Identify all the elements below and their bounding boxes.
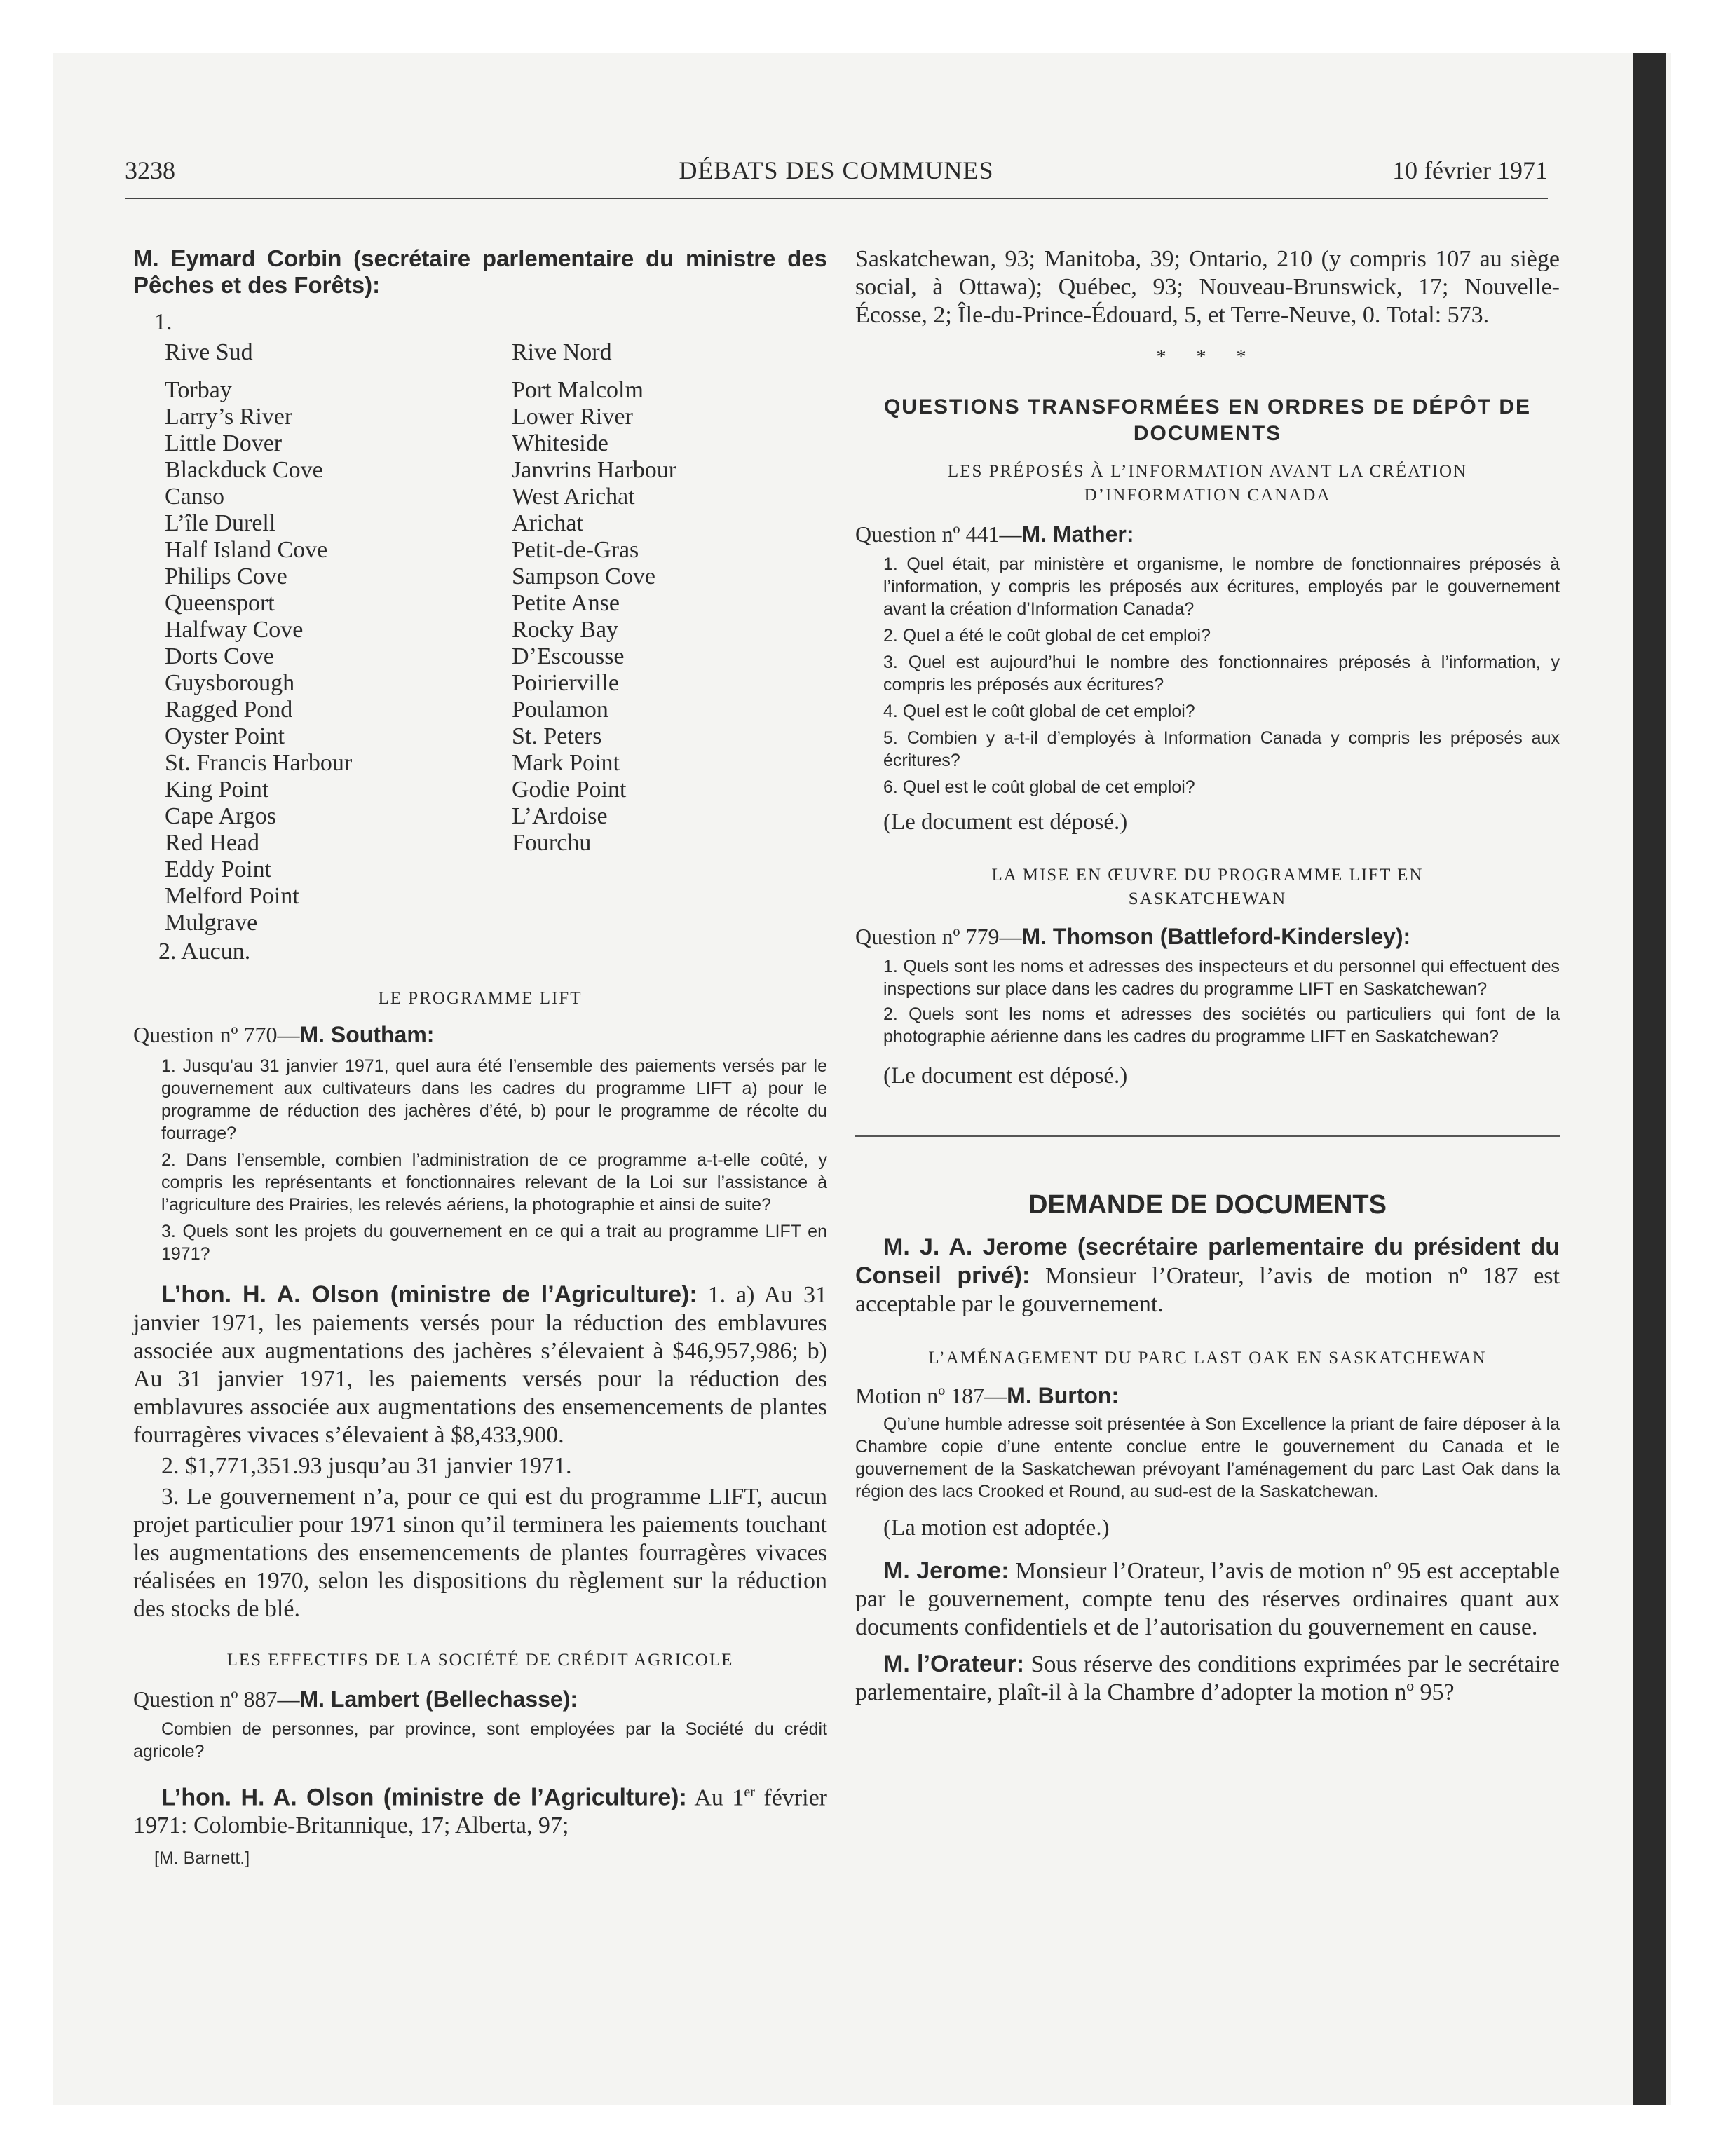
question-prefix: Question nº 441— xyxy=(855,521,1022,547)
place-item: Rocky Bay xyxy=(512,617,619,643)
answer-olson-2 xyxy=(133,1778,827,1840)
publication-title: DÉBATS DES COMMUNES xyxy=(679,156,994,184)
question-779-heading xyxy=(855,924,1560,950)
question-item: 3. Quels sont les projets du gouvernement en ce qui a trait au programme LIFT en 1971? xyxy=(161,1222,827,1264)
section-separator-stars: * * * xyxy=(1156,346,1259,368)
place-item: Cape Argos xyxy=(165,803,276,829)
answer-olson-1-p2: 2. $1,771,351.93 jusqu’au 31 janvier 1971. xyxy=(161,1453,572,1479)
question-item: 2. Quels sont les noms et adresses des sociétés ou particuliers qui font de la photographie aérienne dans les cadres du programme LIFT en Saskatchewan? xyxy=(883,1004,1560,1046)
place-item: Oyster Point xyxy=(165,723,285,749)
question-item: 3. Quel est aujourd’hui le nombre des fonctionnaires préposés à l’information, y compris les préposés aux écritures? xyxy=(883,653,1560,695)
answer-olson-1-p3: 3. Le gouvernement n’a, pour ce qui est du programme LIFT, aucun projet particulier pour 1971 sinon qu’il terminera les paiements touchant les augmentations des ensemencements de plantes fourragères vivaces réalisées en 1970, selon les dispositions du règlement sur la réduction des stocks de blé. xyxy=(133,1484,827,1622)
answer-item-1: 1. xyxy=(154,309,172,335)
place-item: Lower River xyxy=(512,404,633,430)
motion-adopted-note: (La motion est adoptée.) xyxy=(883,1515,1110,1541)
rive-sud-list xyxy=(165,339,352,936)
section-heading-last-oak: L’AMÉNAGEMENT DU PARC LAST OAK EN SASKATCHEWAN xyxy=(928,1349,1487,1367)
section-heading-demande: DEMANDE DE DOCUMENTS xyxy=(1028,1190,1387,1220)
place-item: Sampson Cove xyxy=(512,564,655,589)
place-item: West Arichat xyxy=(512,484,635,510)
jerome-statement xyxy=(855,1233,1560,1318)
section-heading-questions: QUESTIONS TRANSFORMÉES EN ORDRES DE DÉPÔT DE DOCUMENTS xyxy=(883,395,1532,445)
question-441-items xyxy=(855,553,1560,798)
answer-item-2: 2. Aucun. xyxy=(158,939,251,964)
page-date: 10 février 1971 xyxy=(1392,156,1548,184)
speaker-olson: L’hon. H. A. Olson (ministre de l’Agriculture): xyxy=(161,1784,687,1811)
place-item: Half Island Cove xyxy=(165,537,328,563)
place-item: Queensport xyxy=(165,590,275,616)
place-item: King Point xyxy=(165,777,269,803)
question-prefix: Question nº 779— xyxy=(855,924,1022,949)
motion-member: M. Burton: xyxy=(1007,1383,1120,1408)
speaker-corbin: M. Eymard Corbin (secrétaire parlementaire du ministre des Pêches et des Forêts): xyxy=(133,245,827,298)
place-item: Canso xyxy=(165,484,224,510)
speaker-jerome: M. J. A. Jerome (secrétaire parlementaire du président du Conseil privé): xyxy=(855,1234,1560,1289)
question-member: M. Thomson (Battleford-Kindersley): xyxy=(1021,924,1411,949)
right-column xyxy=(855,245,1560,1707)
place-item: Red Head xyxy=(165,830,260,856)
place-item: Petit-de-Gras xyxy=(512,537,639,563)
page-number: 3238 xyxy=(125,156,175,184)
place-item: Halfway Cove xyxy=(165,617,304,643)
question-441-heading xyxy=(855,521,1560,547)
left-column xyxy=(133,245,827,1869)
question-member: M. Southam: xyxy=(299,1022,435,1047)
place-item: Port Malcolm xyxy=(512,377,644,403)
question-770-items xyxy=(133,1055,827,1265)
statement-text: Monsieur l’Orateur, l’avis de motion nº 95 est acceptable par le gouvernement, compte tenu des réserves ordinaires quant aux documents confidentiels et de l’autorisation du gouvernement en cause. xyxy=(855,1558,1560,1640)
answer-olson-1 xyxy=(133,1281,827,1449)
motion-187-text: Qu’une humble adresse soit présentée à Son Excellence la priant de faire déposer à la Chambre copie d’une entente conclue entre le gouvernement du Canada et le gouvernement de la Saskatchewan prévoyant l’aménagement du parc Last Oak dans la région des lacs Crooked et Round, au sud-est de la Saskatchewan. xyxy=(855,1414,1560,1501)
place-item: Mark Point xyxy=(512,750,620,776)
place-item: Torbay xyxy=(165,377,232,403)
question-prefix: Question nº 770— xyxy=(133,1022,300,1047)
place-item: Dorts Cove xyxy=(165,643,274,669)
statement-text: Monsieur l’Orateur, l’avis de motion nº 187 est acceptable par le gouvernement. xyxy=(855,1263,1560,1317)
place-item: L’Ardoise xyxy=(512,803,608,829)
question-887-heading xyxy=(133,1686,827,1712)
place-item: Fourchu xyxy=(512,830,592,856)
speaker-olson: L’hon. H. A. Olson (ministre de l’Agriculture): xyxy=(161,1281,698,1308)
answer-text: Au 1 xyxy=(694,1785,744,1811)
place-item: St. Francis Harbour xyxy=(165,750,353,776)
place-item: Little Dover xyxy=(165,430,283,456)
place-item: Eddy Point xyxy=(165,857,272,882)
motion-prefix: Motion nº 187— xyxy=(855,1383,1007,1408)
motion-187-heading xyxy=(855,1383,1560,1409)
place-lists xyxy=(133,339,827,936)
superscript: er xyxy=(744,1785,755,1800)
jerome-statement-2 xyxy=(855,1557,1560,1642)
place-item: Philips Cove xyxy=(165,564,287,589)
question-item: 2. Quel a été le coût global de cet emploi? xyxy=(883,626,1211,646)
place-item: Petite Anse xyxy=(512,590,620,616)
answer-text: 1. a) Au 31 janvier 1971, les paiements versés pour la réduction des emblavures associée aux augmentations des jachères s’élevaient à $46,957,986; b) Au 31 janvier 1971, les paiements versés pour la réduction des emblavures associée aux augmentations des ensemencements de plantes fourragères vivaces s’élevaient à $8,433,900. xyxy=(133,1282,828,1448)
place-item: Melford Point xyxy=(165,883,299,909)
question-779-items xyxy=(855,955,1560,1048)
section-heading-lift: LE PROGRAMME LIFT xyxy=(378,989,583,1008)
question-770-heading xyxy=(133,1022,827,1048)
speaker-jerome: M. Jerome: xyxy=(883,1557,1009,1584)
place-item: St. Peters xyxy=(512,723,602,749)
place-item: Poulamon xyxy=(512,697,608,723)
rive-nord-heading: Rive Nord xyxy=(512,339,612,365)
question-item: 2. Dans l’ensemble, combien l’administration de ce programme a-t-elle coûté, y compris les représentants et fonctionnaires relevant de la Loi sur l’assistance à l’agriculture des Prairies, les relevés aériens, la photographie et ainsi de suite? xyxy=(161,1150,827,1215)
question-item: 1. Quels sont les noms et adresses des inspecteurs et du personnel qui effectuent des inspections sur place dans les cadres du programme LIFT en Saskatchewan? xyxy=(883,957,1560,999)
question-item: 6. Quel est le coût global de cet emploi? xyxy=(883,777,1195,797)
speaker-orateur: M. l’Orateur: xyxy=(883,1651,1025,1677)
place-item: Blackduck Cove xyxy=(165,457,323,483)
section-divider xyxy=(855,1135,1560,1137)
question-member: M. Mather: xyxy=(1021,521,1134,547)
question-item: 4. Quel est le coût global de cet emploi? xyxy=(883,702,1195,721)
question-prefix: Question nº 887— xyxy=(133,1686,300,1712)
footer-note: [M. Barnett.] xyxy=(154,1848,250,1869)
rive-sud-heading: Rive Sud xyxy=(165,339,253,365)
place-item: Poirierville xyxy=(512,670,619,696)
place-item: D’Escousse xyxy=(512,643,625,669)
question-item: 5. Combien y a-t-il d’employés à Information Canada y compris les préposés aux écritures? xyxy=(883,728,1560,770)
section-heading-effectifs: LES EFFECTIFS DE LA SOCIÉTÉ DE CRÉDIT AGRICOLE xyxy=(226,1651,734,1670)
document-deposited-note: (Le document est déposé.) xyxy=(883,810,1128,835)
orateur-statement xyxy=(855,1650,1560,1707)
section-heading-lift-sask: LA MISE EN ŒUVRE DU PROGRAMME LIFT EN SASKATCHEWAN xyxy=(991,866,1424,908)
document-deposited-note: (Le document est déposé.) xyxy=(883,1063,1128,1089)
section-heading-preposes: LES PRÉPOSÉS À L’INFORMATION AVANT LA CRÉATION D’INFORMATION CANADA xyxy=(947,462,1468,505)
question-887-text: Combien de personnes, par province, sont employées par la Société du crédit agricole? xyxy=(133,1719,827,1761)
scan-edge-shadow xyxy=(1633,53,1666,2105)
question-member: M. Lambert (Bellechasse): xyxy=(299,1686,578,1712)
place-item: Larry’s River xyxy=(165,404,293,430)
place-item: Arichat xyxy=(512,510,583,536)
question-item: 1. Jusqu’au 31 janvier 1971, quel aura été l’ensemble des paiements versés par le gouvernement aux cultivateurs dans les cadres du programme LIFT a) pour le programme de réduction des jachères d’été, b) pour le programme de récolte du fourrage? xyxy=(161,1056,827,1143)
statement-text: Sous réserve des conditions exprimées par le secrétaire parlementaire, plaît-il à la Chambre d’adopter la motion nº 95? xyxy=(855,1651,1560,1705)
place-item: Mulgrave xyxy=(165,910,258,936)
rive-nord-list xyxy=(512,339,676,857)
place-item: Janvrins Harbour xyxy=(512,457,677,483)
place-item: Whiteside xyxy=(512,430,608,456)
place-item: Godie Point xyxy=(512,777,627,803)
question-item: 1. Quel était, par ministère et organisme, le nombre de fonctionnaires préposés à l’information, y compris les préposés aux écritures, employés par le gouvernement avant la création d’Information Canada? xyxy=(883,554,1560,619)
answer-text: février 1971: Colombie-Britannique, 17; Alberta, 97; xyxy=(133,1785,827,1839)
continuation-paragraph: Saskatchewan, 93; Manitoba, 39; Ontario, 210 (y compris 107 au siège social, à Ottawa); Québec, 93; Nouveau-Brunswick, 17; Nouvelle-Écosse, 2; Île-du-Prince-Édouard, 5, et Terre-Neuve, 0. Total: 573. xyxy=(855,246,1560,328)
page-header xyxy=(125,154,1548,199)
place-item: Guysborough xyxy=(165,670,295,696)
place-item: Ragged Pond xyxy=(165,697,293,723)
place-item: L’île Durell xyxy=(165,510,276,536)
